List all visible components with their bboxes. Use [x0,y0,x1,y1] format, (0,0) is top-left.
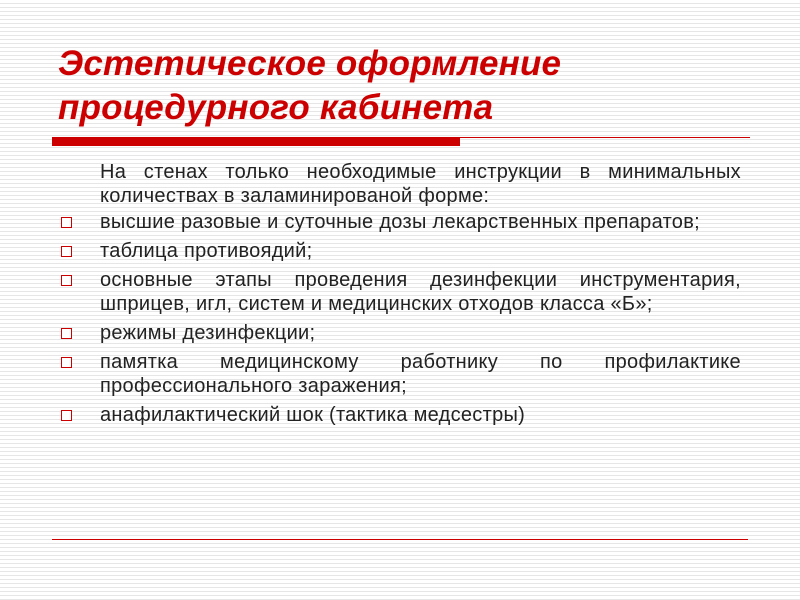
hollow-square-bullet-icon [61,217,72,228]
list-item-text: анафилактический шок (тактика медсестры) [100,404,526,426]
slide-title [58,42,758,130]
bottom-divider [52,539,748,540]
list-item-text: режимы дезинфекции; [100,322,316,344]
title-underline-thick [52,137,460,146]
list-item [58,403,741,427]
hollow-square-bullet-icon [61,357,72,368]
list-item [58,239,741,263]
bullet-list [58,210,741,427]
list-item [58,268,741,316]
intro-paragraph: На стенах только необходимые инструкции в минимальных количествах в заламинированой форме: [100,161,741,207]
list-item [58,321,741,345]
hollow-square-bullet-icon [61,246,72,257]
list-item-text: таблица противоядий; [100,240,313,262]
hollow-square-bullet-icon [61,275,72,286]
title-line-1: Эстетическое оформление [58,44,562,83]
list-item [58,210,741,234]
title-line-2: процедурного кабинета [58,88,494,127]
hollow-square-bullet-icon [61,410,72,421]
list-item-text: основные этапы проведения дезинфекции инструментария, шприцев, игл, систем и медицинских отходов класса «Б»; [100,269,741,315]
slide-body [58,160,741,432]
list-item [58,350,741,398]
list-item-text: памятка медицинскому работнику по профилактике профессионального заражения; [100,351,741,397]
hollow-square-bullet-icon [61,328,72,339]
list-item-text: высшие разовые и суточные дозы лекарственных препаратов; [100,211,701,233]
